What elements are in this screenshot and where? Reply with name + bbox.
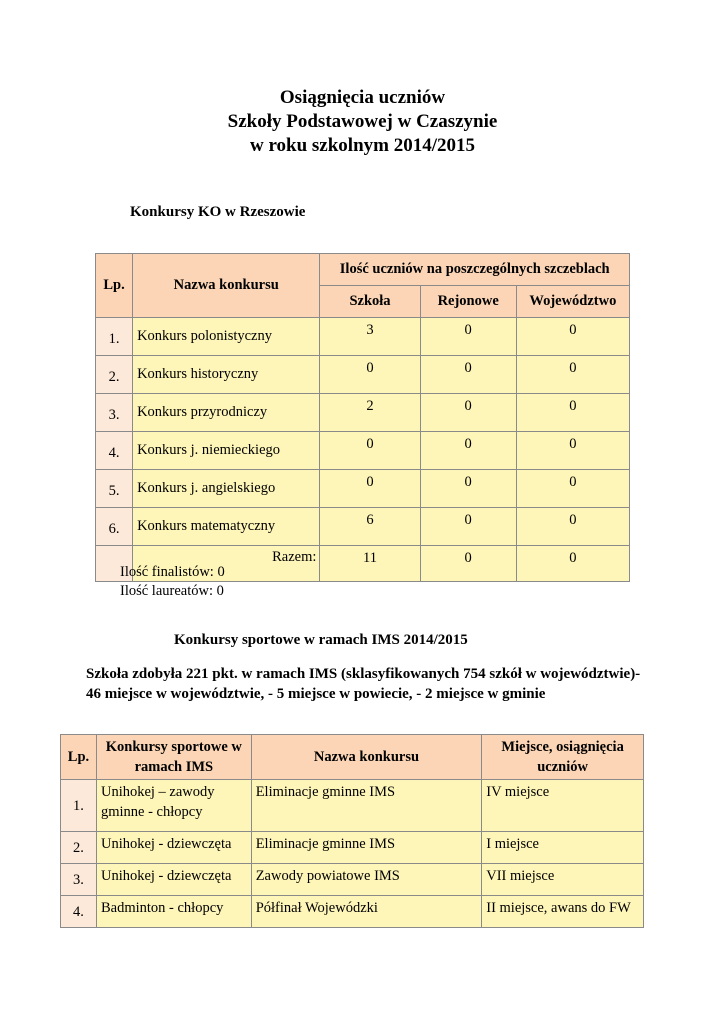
ko-summary: [120, 563, 225, 601]
row-district: 0: [420, 394, 516, 432]
total-district: 0: [420, 546, 516, 582]
row-district: 0: [420, 470, 516, 508]
header-levels: Ilość uczniów na poszczególnych szczeblach: [320, 254, 630, 286]
header-name: Nazwa konkursu: [251, 735, 482, 780]
row-lp: 6.: [96, 508, 133, 546]
row-name: Zawody powiatowe IMS: [251, 864, 482, 896]
section-heading-ko: Konkursy KO w Rzeszowie: [130, 204, 306, 220]
row-district: 0: [420, 432, 516, 470]
page-title: [0, 86, 725, 158]
row-name: Konkurs j. niemieckiego: [133, 432, 320, 470]
total-province: 0: [516, 546, 629, 582]
row-result: IV miejsce: [482, 780, 644, 832]
row-school: 0: [320, 432, 420, 470]
table-row: [96, 432, 630, 470]
table-row: [96, 394, 630, 432]
header-name: Nazwa konkursu: [133, 254, 320, 318]
row-province: 0: [516, 394, 629, 432]
row-result: VII miejsce: [482, 864, 644, 896]
title-line-2: Szkoły Podstawowej w Czaszynie: [227, 111, 498, 132]
row-name: Konkurs historyczny: [133, 356, 320, 394]
header-school: Szkoła: [320, 286, 420, 318]
row-lp: 1.: [61, 780, 97, 832]
row-lp: 3.: [61, 864, 97, 896]
ko-contests-table: [95, 253, 630, 582]
row-province: 0: [516, 432, 629, 470]
section-heading-ims: Konkursy sportowe w ramach IMS 2014/2015: [174, 632, 468, 648]
row-lp: 2.: [96, 356, 133, 394]
row-school: 6: [320, 508, 420, 546]
table-row: [96, 470, 630, 508]
table-row: [61, 832, 644, 864]
table-row: [61, 780, 644, 832]
table-row: [61, 864, 644, 896]
header-lp: Lp.: [61, 735, 97, 780]
total-label: Razem:: [133, 546, 320, 582]
row-name: Eliminacje gminne IMS: [251, 832, 482, 864]
header-sport: Konkursy sportowe w ramach IMS: [96, 735, 251, 780]
row-province: 0: [516, 318, 629, 356]
row-name: Półfinał Wojewódzki: [251, 896, 482, 928]
row-province: 0: [516, 508, 629, 546]
row-result: II miejsce, awans do FW: [482, 896, 644, 928]
finalists-count: Ilość finalistów: 0: [120, 564, 225, 580]
row-school: 3: [320, 318, 420, 356]
row-lp: 3.: [96, 394, 133, 432]
header-result: Miejsce, osiągnięcia uczniów: [482, 735, 644, 780]
row-sport: Badminton - chłopcy: [96, 896, 251, 928]
row-school: 2: [320, 394, 420, 432]
row-lp: 1.: [96, 318, 133, 356]
table-row: [96, 508, 630, 546]
row-school: 0: [320, 470, 420, 508]
row-lp: 4.: [96, 432, 133, 470]
header-district: Rejonowe: [420, 286, 516, 318]
row-name: Konkurs matematyczny: [133, 508, 320, 546]
title-line-1: Osiągnięcia uczniów: [279, 87, 446, 108]
row-lp: 2.: [61, 832, 97, 864]
row-lp: 4.: [61, 896, 97, 928]
laureates-count: Ilość laureatów: 0: [120, 583, 224, 599]
row-sport: Unihokej - dziewczęta: [96, 832, 251, 864]
row-lp: 5.: [96, 470, 133, 508]
title-line-3: w roku szkolnym 2014/2015: [249, 135, 476, 156]
row-result: I miejsce: [482, 832, 644, 864]
row-name: Eliminacje gminne IMS: [251, 780, 482, 832]
table-row: [61, 896, 644, 928]
table-row: [96, 356, 630, 394]
row-district: 0: [420, 318, 516, 356]
row-name: Konkurs j. angielskiego: [133, 470, 320, 508]
total-school: 11: [320, 546, 420, 582]
row-province: 0: [516, 356, 629, 394]
row-name: Konkurs przyrodniczy: [133, 394, 320, 432]
header-province: Województwo: [516, 286, 629, 318]
row-district: 0: [420, 356, 516, 394]
row-sport: Unihokej - dziewczęta: [96, 864, 251, 896]
header-lp: Lp.: [96, 254, 133, 318]
row-school: 0: [320, 356, 420, 394]
ims-summary: Szkoła zdobyła 221 pkt. w ramach IMS (sklasyfikowanych 754 szkół w województwie)- 46 miejsce w województwie, - 5 miejsce w powiecie, - 2 miejsce w gminie: [86, 666, 641, 702]
table-row: [96, 318, 630, 356]
row-name: Konkurs polonistyczny: [133, 318, 320, 356]
row-sport: Unihokej – zawody gminne - chłopcy: [96, 780, 251, 832]
row-province: 0: [516, 470, 629, 508]
row-district: 0: [420, 508, 516, 546]
ims-contests-table: [60, 734, 644, 928]
